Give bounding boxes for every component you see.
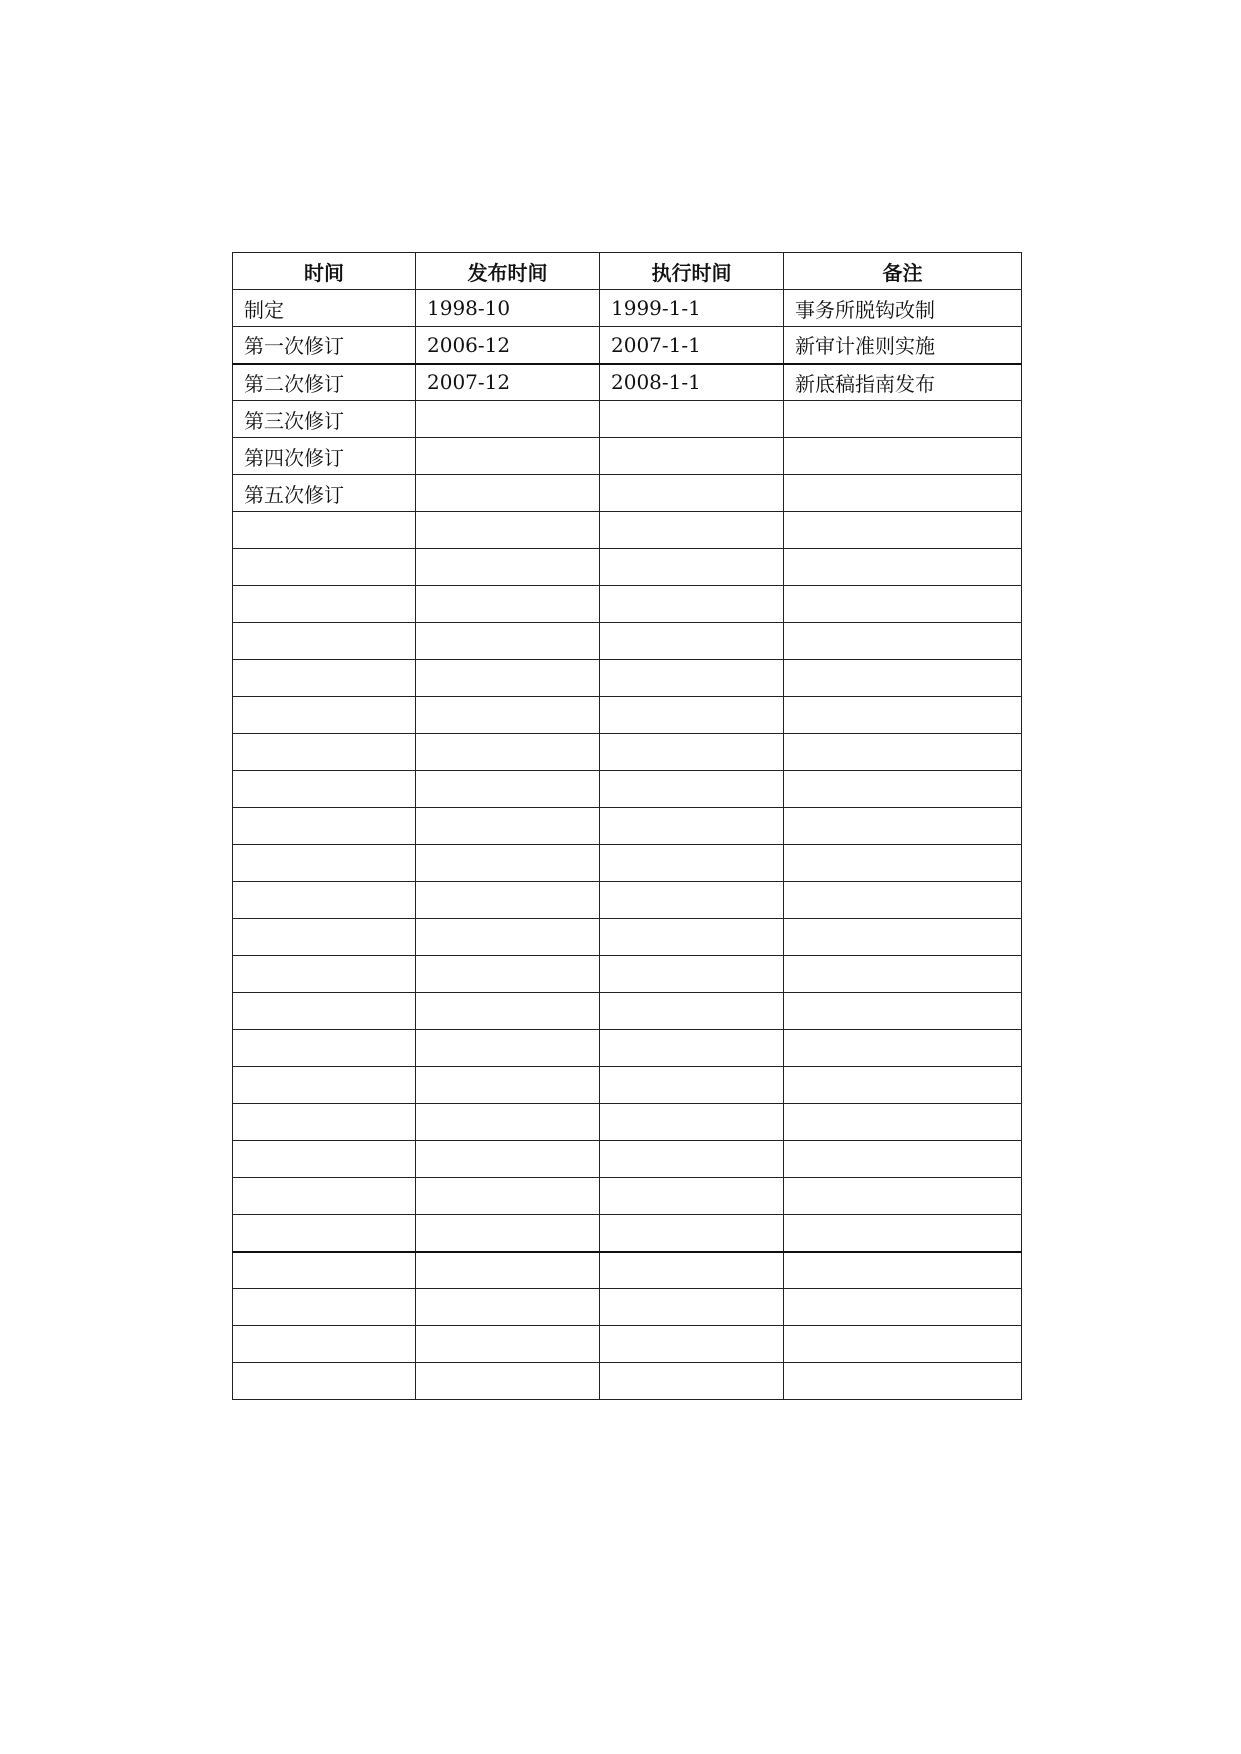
cell-time: 制定: [233, 290, 416, 327]
blank-cell: [600, 1030, 784, 1067]
blank-cell: [233, 1289, 416, 1326]
blank-cell: [600, 1215, 784, 1252]
cell-publish-time: 2006-12: [416, 327, 600, 364]
cell-time: 第四次修订: [233, 438, 416, 475]
blank-cell: [600, 993, 784, 1030]
cell-effective-time: 1999-1-1: [600, 290, 784, 327]
blank-cell: [416, 1289, 600, 1326]
blank-cell: [416, 808, 600, 845]
cell-remarks: [784, 475, 1022, 512]
blank-table-row: [233, 1215, 1022, 1252]
blank-cell: [784, 586, 1022, 623]
blank-cell: [600, 1141, 784, 1178]
blank-cell: [416, 882, 600, 919]
cell-remarks: [784, 438, 1022, 475]
blank-table-row: [233, 1067, 1022, 1104]
blank-cell: [784, 919, 1022, 956]
cell-remarks: 新底稿指南发布: [784, 364, 1022, 401]
blank-cell: [600, 586, 784, 623]
blank-cell: [600, 1104, 784, 1141]
blank-cell: [600, 734, 784, 771]
blank-table-row: [233, 1363, 1022, 1400]
blank-cell: [233, 1252, 416, 1289]
blank-table-row: [233, 734, 1022, 771]
blank-cell: [416, 1104, 600, 1141]
blank-cell: [784, 1326, 1022, 1363]
blank-table-row: [233, 1030, 1022, 1067]
blank-cell: [600, 1067, 784, 1104]
blank-cell: [233, 845, 416, 882]
blank-table-row: [233, 1141, 1022, 1178]
blank-cell: [416, 1178, 600, 1215]
blank-cell: [600, 1178, 784, 1215]
blank-cell: [600, 919, 784, 956]
blank-cell: [600, 549, 784, 586]
cell-time: 第五次修订: [233, 475, 416, 512]
blank-cell: [784, 549, 1022, 586]
blank-table-row: [233, 623, 1022, 660]
table-header-row: [233, 253, 1022, 290]
blank-cell: [784, 845, 1022, 882]
blank-table-row: [233, 697, 1022, 734]
blank-cell: [784, 1104, 1022, 1141]
blank-cell: [600, 1363, 784, 1400]
blank-cell: [784, 1363, 1022, 1400]
blank-table-row: [233, 956, 1022, 993]
blank-cell: [784, 882, 1022, 919]
blank-table-row: [233, 1252, 1022, 1289]
blank-cell: [784, 1030, 1022, 1067]
revision-history-table: [232, 252, 1022, 1400]
cell-publish-time: [416, 475, 600, 512]
blank-table-row: [233, 771, 1022, 808]
header-publish-time: 发布时间: [416, 253, 600, 290]
blank-cell: [233, 1178, 416, 1215]
blank-cell: [784, 956, 1022, 993]
blank-cell: [784, 734, 1022, 771]
blank-cell: [233, 1104, 416, 1141]
table-row: [233, 327, 1022, 364]
cell-effective-time: [600, 475, 784, 512]
blank-cell: [600, 771, 784, 808]
blank-cell: [416, 1363, 600, 1400]
blank-table-row: [233, 512, 1022, 549]
blank-cell: [416, 697, 600, 734]
blank-cell: [600, 882, 784, 919]
table-row: [233, 290, 1022, 327]
table-row: [233, 438, 1022, 475]
cell-effective-time: 2007-1-1: [600, 327, 784, 364]
blank-cell: [784, 1252, 1022, 1289]
blank-cell: [233, 1326, 416, 1363]
blank-cell: [233, 1215, 416, 1252]
blank-cell: [600, 512, 784, 549]
blank-cell: [416, 1067, 600, 1104]
blank-cell: [784, 1178, 1022, 1215]
blank-cell: [416, 623, 600, 660]
blank-table-row: [233, 1178, 1022, 1215]
cell-publish-time: 1998-10: [416, 290, 600, 327]
blank-cell: [600, 1252, 784, 1289]
blank-cell: [233, 697, 416, 734]
cell-remarks: [784, 401, 1022, 438]
blank-cell: [416, 1326, 600, 1363]
blank-cell: [416, 1030, 600, 1067]
blank-cell: [233, 771, 416, 808]
blank-cell: [600, 697, 784, 734]
blank-cell: [416, 586, 600, 623]
blank-cell: [416, 549, 600, 586]
blank-table-row: [233, 660, 1022, 697]
blank-table-row: [233, 1289, 1022, 1326]
blank-cell: [784, 512, 1022, 549]
blank-cell: [416, 734, 600, 771]
blank-cell: [233, 549, 416, 586]
blank-cell: [600, 956, 784, 993]
blank-table-row: [233, 1326, 1022, 1363]
blank-cell: [600, 845, 784, 882]
cell-publish-time: 2007-12: [416, 364, 600, 401]
blank-cell: [784, 623, 1022, 660]
blank-cell: [233, 1363, 416, 1400]
blank-cell: [233, 1030, 416, 1067]
blank-cell: [233, 512, 416, 549]
header-remarks: 备注: [784, 253, 1022, 290]
blank-cell: [600, 808, 784, 845]
blank-table-row: [233, 808, 1022, 845]
blank-cell: [784, 1141, 1022, 1178]
blank-cell: [233, 993, 416, 1030]
blank-cell: [233, 1067, 416, 1104]
blank-cell: [416, 771, 600, 808]
cell-publish-time: [416, 401, 600, 438]
table-row: [233, 475, 1022, 512]
blank-table-row: [233, 919, 1022, 956]
cell-time: 第三次修订: [233, 401, 416, 438]
blank-cell: [784, 1215, 1022, 1252]
cell-effective-time: 2008-1-1: [600, 364, 784, 401]
blank-cell: [784, 660, 1022, 697]
blank-table-row: [233, 1104, 1022, 1141]
blank-cell: [233, 1141, 416, 1178]
blank-cell: [416, 512, 600, 549]
blank-cell: [233, 660, 416, 697]
blank-cell: [416, 993, 600, 1030]
cell-time: 第二次修订: [233, 364, 416, 401]
blank-cell: [600, 623, 784, 660]
blank-table-row: [233, 882, 1022, 919]
blank-cell: [416, 956, 600, 993]
blank-cell: [784, 993, 1022, 1030]
blank-cell: [416, 845, 600, 882]
blank-cell: [784, 1289, 1022, 1326]
blank-cell: [233, 808, 416, 845]
table-row: [233, 364, 1022, 401]
blank-cell: [233, 956, 416, 993]
blank-table-row: [233, 993, 1022, 1030]
header-effective-time: 执行时间: [600, 253, 784, 290]
blank-table-row: [233, 586, 1022, 623]
blank-cell: [784, 1067, 1022, 1104]
blank-cell: [416, 660, 600, 697]
cell-effective-time: [600, 401, 784, 438]
blank-cell: [416, 1252, 600, 1289]
cell-time: 第一次修订: [233, 327, 416, 364]
blank-table-row: [233, 549, 1022, 586]
blank-cell: [233, 734, 416, 771]
blank-cell: [416, 1215, 600, 1252]
blank-cell: [233, 882, 416, 919]
blank-cell: [784, 771, 1022, 808]
cell-effective-time: [600, 438, 784, 475]
blank-cell: [600, 660, 784, 697]
blank-cell: [784, 808, 1022, 845]
blank-cell: [416, 919, 600, 956]
blank-cell: [233, 919, 416, 956]
blank-cell: [600, 1289, 784, 1326]
blank-table-row: [233, 845, 1022, 882]
table-row: [233, 401, 1022, 438]
blank-cell: [233, 623, 416, 660]
header-time: 时间: [233, 253, 416, 290]
blank-cell: [784, 697, 1022, 734]
blank-cell: [416, 1141, 600, 1178]
blank-cell: [233, 586, 416, 623]
cell-remarks: 新审计准则实施: [784, 327, 1022, 364]
cell-publish-time: [416, 438, 600, 475]
cell-remarks: 事务所脱钩改制: [784, 290, 1022, 327]
blank-cell: [600, 1326, 784, 1363]
